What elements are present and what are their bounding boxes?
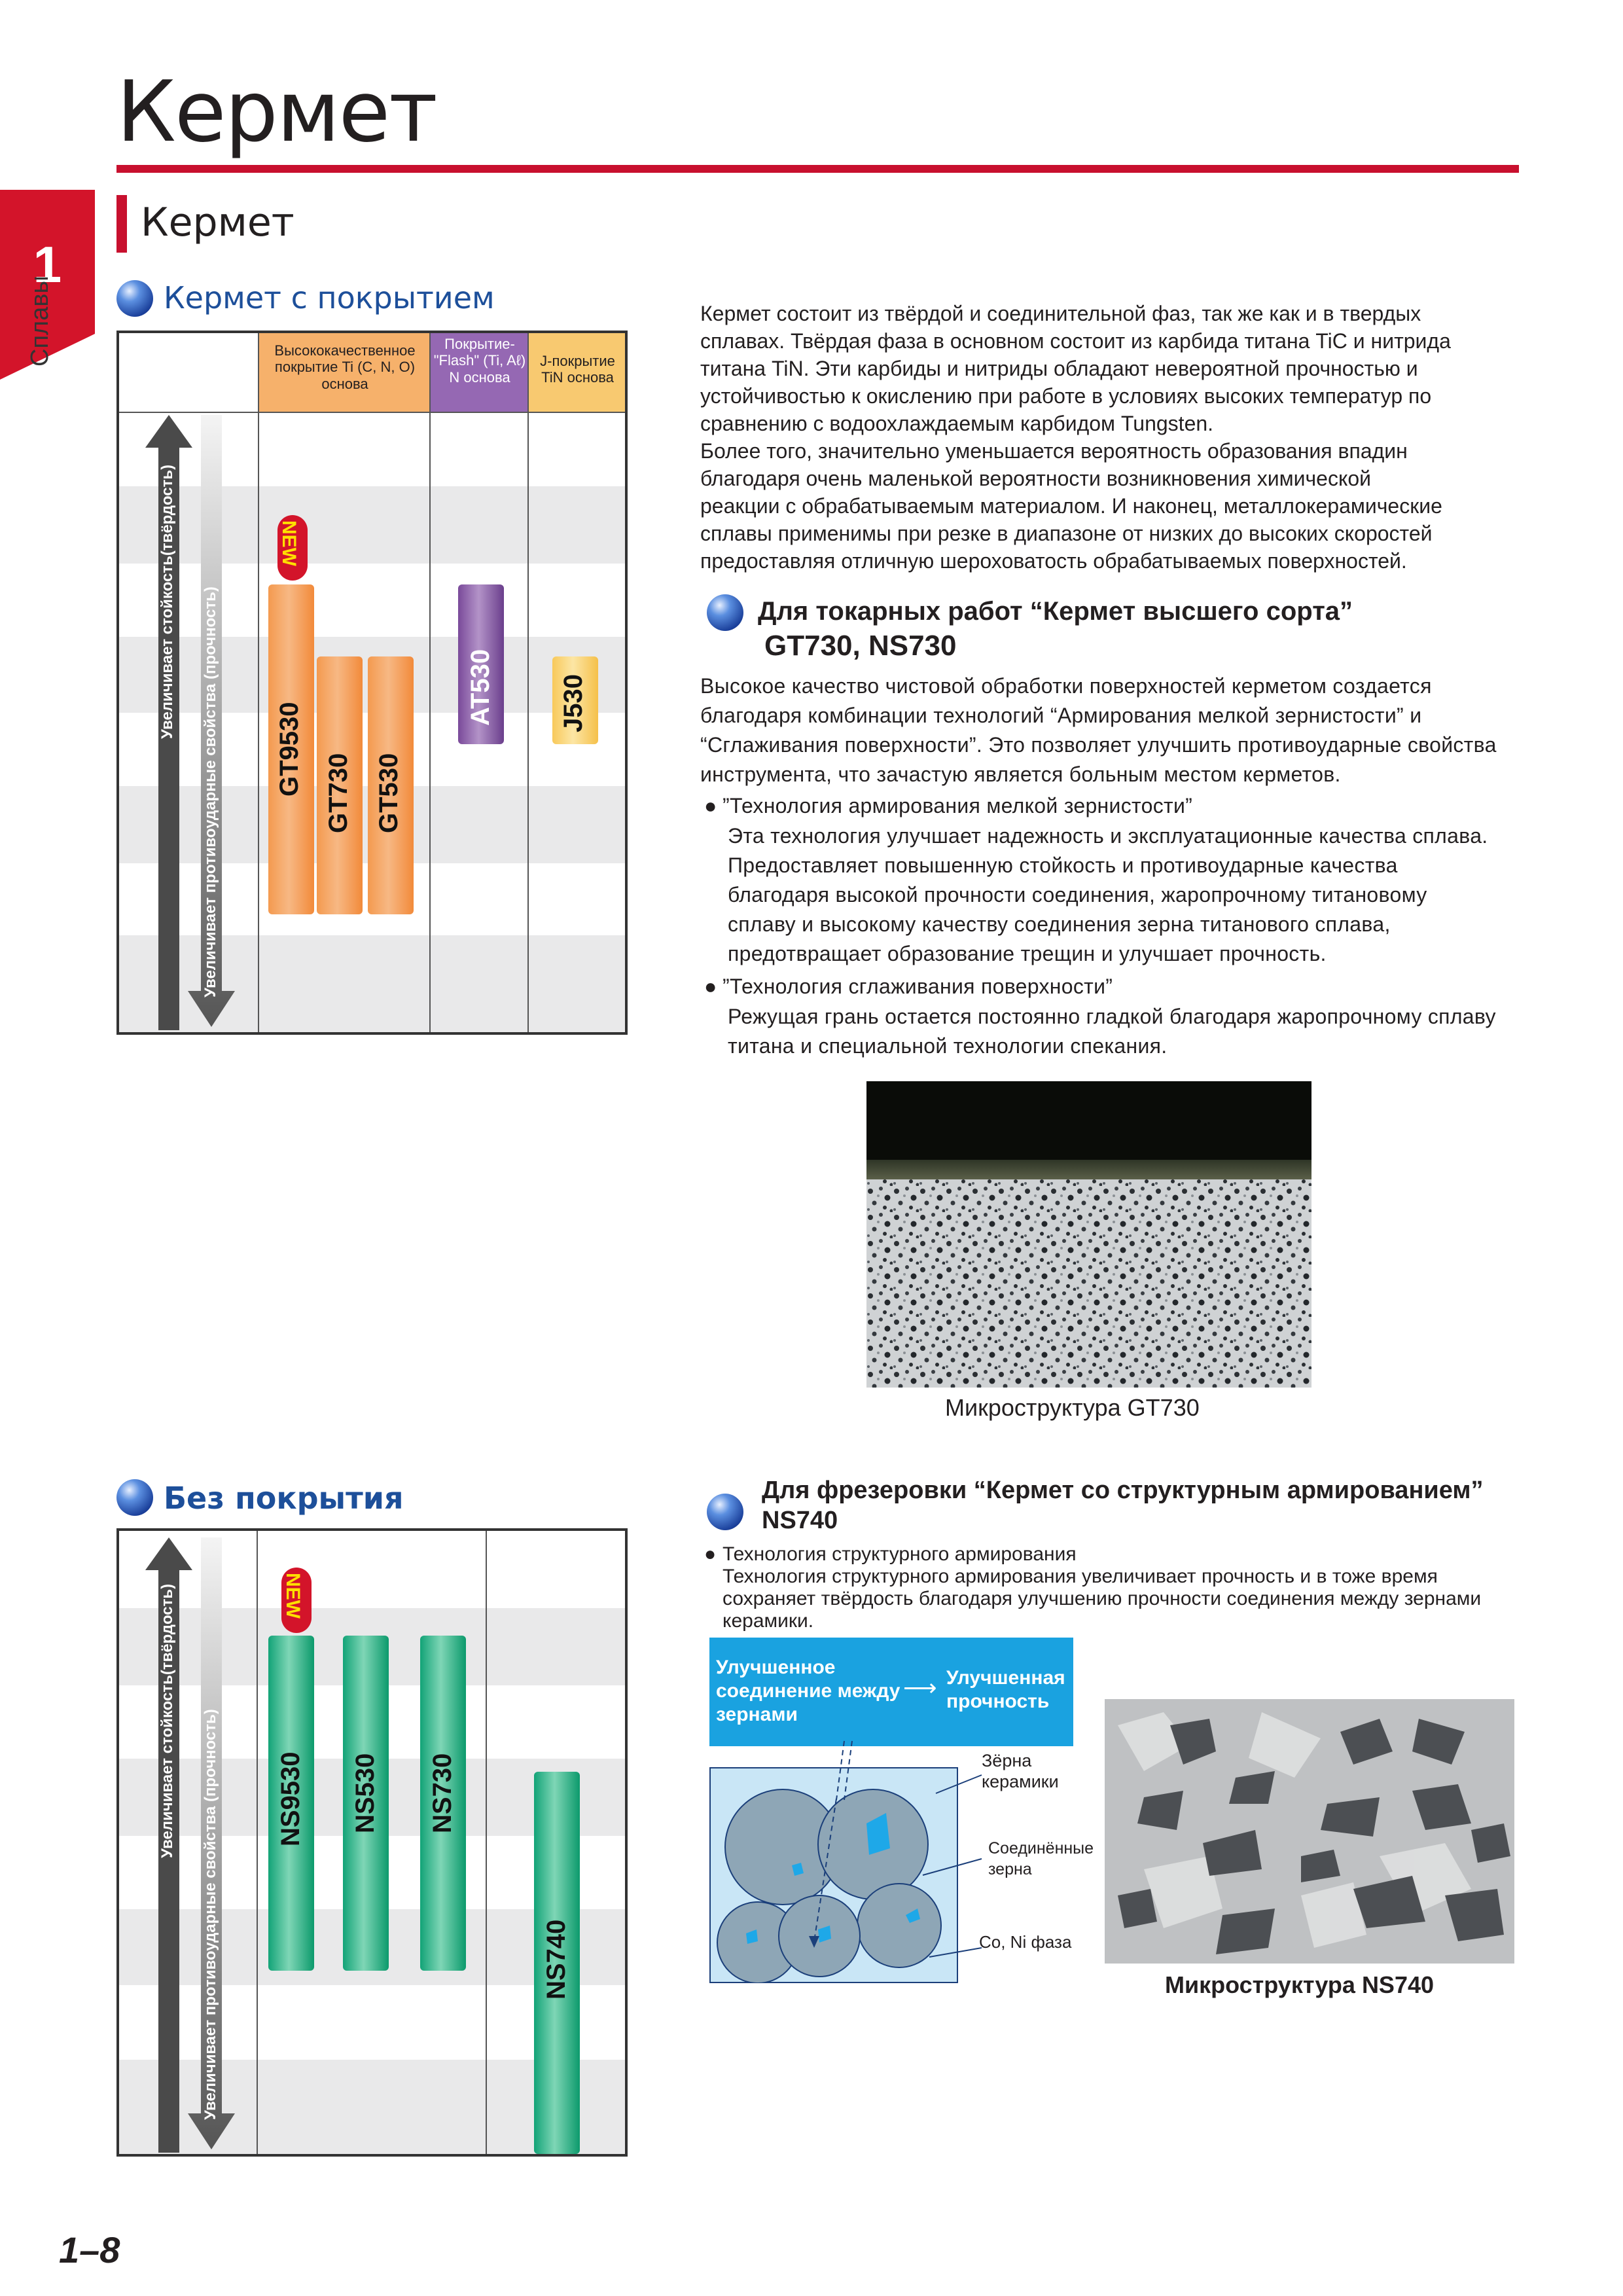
bullet-dot-icon: ● [704,975,717,998]
grade-label-ns740: NS740 [542,1919,571,2000]
diagram-right-text: Улучшенная прочность [946,1667,1065,1712]
turning-text: Высокое качество чистовой обработки поверхностей керметом создается благодаря комбинации технологий “Армирования мелкой зернистости” и “Сглаживания поверхности”. Это позволяет улучшить противоударные свойства инструмента, что зачастую является больным местом керметов. [700,674,1497,786]
milling-bullet-text: Технология структурного армирования увеличивает прочность и в тоже время сохраняет твёрдость благодаря улучшению прочности соединения между зернами керамики. [722,1566,1482,1632]
intro-text: Кермет состоит из твёрдой и соединительной фаз, так же как и в твердых сплавах. Твёрдая фаза в основном состоит из карбида титана TiC и нитрида титана TiN. Эти карбиды и нитриды обладают невероятной прочностью и устойчивостью к окислению при работе в условиях высоких температур по сравнению с водоохлаждаемым карбидом Tungsten. Более того, значительно уменьшается вероятность образования впадин благодаря очень маленькой вероятности возникновения химической реакции с обрабатываемым материалом. И наконец, металлокерамические сплавы применимы при резке в диапазоне от низких до высоких скоростей предоставляя отличную шероховатость обрабатываемых поверхностей. [700,302,1451,573]
grade-label-gt9530: GT9530 [275,702,304,797]
uncoated-heading: Без покрытия [164,1480,404,1516]
label-grains: Зёрна керамики [982,1751,1059,1791]
label-phase: Co, Ni фаза [979,1932,1072,1952]
page-number: 1–8 [59,2229,120,2270]
label-joined: Соединённые зерна [988,1839,1094,1878]
turning-bullet1-text: Эта технология улучшает надежность и эксплуатационные качества сплава. Предоставляет повышенную стойкость и противоударные качества благодаря высокой прочности соединения, жаропрочному титановому сплаву и высокому качеству соединения зерна титанового сплава, предотвращает образование трещин и улучшает прочность. [728,824,1488,965]
turning-bullet2-text: Режущая грань остается постоянно гладкой благодаря жаропрочному сплаву титана и специальной технологии спекания. [728,1005,1496,1058]
grade-label-ns530: NS530 [351,1753,380,1833]
coated-chart [116,331,628,1035]
new-badge: NEW [281,1568,312,1633]
callout-lines [903,1767,988,1964]
bullet-dot-icon: ● [704,794,717,817]
ns740-microstructure-image [1105,1699,1514,1964]
grade-label-ns9530: NS9530 [276,1751,305,1846]
grade-label-ns730: NS730 [428,1753,457,1833]
turning-bullet1-title: ”Технология армирования мелкой зернистости” [722,794,1193,817]
bullet-ball-icon [116,1479,153,1516]
chapter-number: 1 [33,236,62,293]
section-title: Кермет [141,200,294,245]
coated-axis-down: Увеличивает противоударные свойства (прочность) [202,586,219,997]
turning-heading: Для токарных работ “Кермет высшего сорта” [758,597,1353,626]
bullet-ball-icon [707,1494,743,1530]
coated-heading: Кермет с покрытием [164,280,495,315]
grade-label-j530: J530 [559,674,588,732]
milling-grade: NS740 [762,1507,838,1534]
diagram-left-text: Улучшенное соединение между зернами [716,1657,901,1725]
title-rule [116,165,1519,173]
new-badge: NEW [277,515,308,581]
turning-grades: GT730, NS730 [764,630,957,662]
dashed-arrow-icon [818,1734,897,1806]
gt730-microstructure-image [866,1081,1311,1388]
bullet-ball-icon [116,280,153,317]
coated-col3-header: J-покрытие TiN основа [540,353,615,386]
page-title: Кермет [116,63,437,161]
section-bar [116,195,127,253]
chapter-label: Сплавы [26,276,54,367]
grade-label-gt530: GT530 [374,753,403,833]
turning-bullet2-title: ”Технология сглаживания поверхности” [722,975,1113,998]
grade-label-gt730: GT730 [324,753,353,833]
gt730-caption: Микроструктура GT730 [945,1394,1200,1421]
ns740-caption: Микроструктура NS740 [1165,1971,1435,1998]
milling-bullet-title: Технология структурного армирования [722,1543,1077,1565]
coated-axis-up: Увеличивает стойкость(твёрдость) [158,464,176,739]
coated-col2-header: Покрытие- "Flash" (Ti, Aℓ) N основа [433,336,526,386]
uncoated-chart [116,1528,628,2157]
milling-heading: Для фрезеровки “Кермет со структурным армированием” [762,1477,1484,1504]
uncoated-axis-down: Увеличивает противоударные свойства (прочность) [202,1709,219,2120]
arrow-right-icon: ⟶ [903,1674,937,1701]
grade-label-at530: AT530 [466,649,495,726]
coated-col1-header: Высококачественное покрытие Ti (C, N, O) основа [274,342,416,392]
uncoated-axis-up: Увеличивает стойкость(твёрдость) [158,1583,176,1858]
bullet-ball-icon [707,594,743,631]
bullet-dot-icon: ● [704,1543,717,1565]
